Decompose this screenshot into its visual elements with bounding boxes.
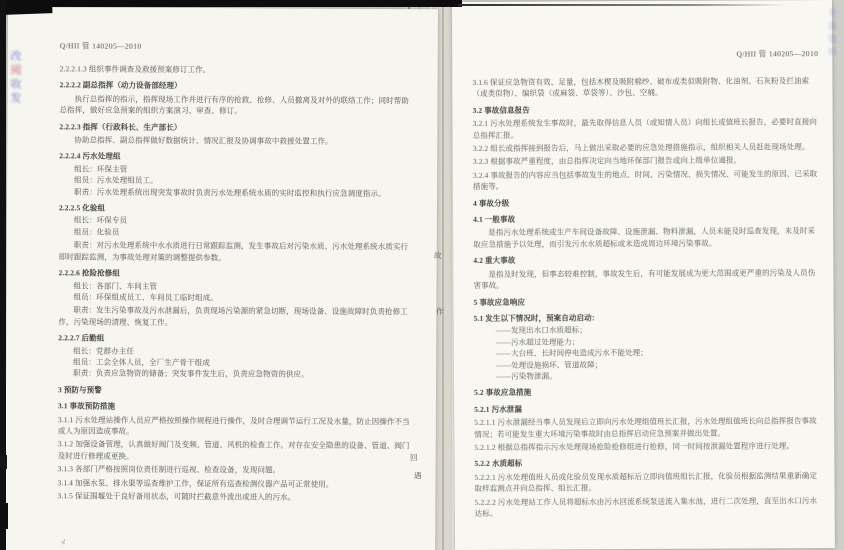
scan-edge-mark: [0, 455, 7, 469]
clause-text: 3.1.1 污水处理站操作人员应严格按照操作规程进行操作，及时合理调节运行工况及水量，防止因操作不当或人为原因造成事故。: [57, 414, 410, 436]
stamp-glyph: 阅: [9, 64, 21, 78]
clause-text: 5.2.1.1 污水泄漏经当事人员发现后立即向污水处理组值班长汇报，污水处理组值班长向总指挥报告事故情况；若可能发生重大环境污染事故时由总指挥启动应急预案并做出处置。: [474, 416, 817, 439]
clause-text: 协助总指挥、副总指挥做好数据统计、情况汇报及协调事故中救援处置工作。: [74, 135, 333, 146]
clause-text: 3.1.5 保证围堰处于良好备用状态，可随时拦截意外流出或进入的污水。: [57, 491, 296, 502]
clause-text: ——污水超过处理能力；: [495, 337, 580, 347]
clause-text: 3.2.3 根据事故严重程度，由总指挥决定向当地环保部门报告或向上级单位通报。: [472, 155, 742, 167]
clause-heading: 3.1 事故预防措施: [57, 401, 116, 411]
clause-heading: 3.2 事故信息报告: [472, 105, 530, 115]
clause-heading: 5.1 发生以下情况时，预案自动启动：: [473, 313, 600, 323]
clause-text: 职责：发生污染事故及污水泄漏后，负责现场污染源的紧急切断，现场设备、设施故障时负责抢修工作，污染现场的清理、恢复工作。: [58, 305, 408, 327]
scan-edge-top-thin: [458, 4, 788, 6]
clause-text: 5.2.2.1 污水处理值班人员或化验员发现水质超标后立即向值班组长汇报，化验员根据监测结果重新确定取样监测点并向总指挥、组长汇报。: [474, 470, 818, 494]
seam-bleed-char: 遇: [414, 471, 422, 480]
clause-text: 3.1.2 加强设备管理，认真做好阀门及变频、管道、风机的检查工作。对存在安全隐患的设备、管道、阀门及时进行修理或更换。: [57, 439, 410, 461]
seam-bleed-char: 故: [434, 251, 442, 260]
clause-text: 3.2.4 事故报告的内容应当包括事故发生的地点、时间、污染情况、损失情况、可能发生的原因、已采取措施等。: [472, 168, 818, 192]
clause-heading: 3 预防与预警: [57, 385, 102, 395]
clause-text: 组员：工会全体人员，全厂生产骨干组成: [73, 357, 210, 367]
clause-text: 职责：对污水处理系统中水水质进行日常跟踪监测，发生事故后对污染水质、污水处理系统水质实行即时跟踪监测，为事故处理对策的调整提供参数。: [58, 240, 409, 262]
page-left: [5, 7, 438, 550]
page-body-right: [472, 75, 820, 519]
clause-heading: 2.2.2.7 后勤组: [58, 333, 105, 343]
clause-text: 3.1.3 各部门严格按照岗位责任制进行巡视、检查设备，发现问题。: [57, 464, 281, 475]
clause-heading: 5.2 事故应急措施: [474, 387, 532, 398]
clause-text: 组长：环保主管: [74, 164, 128, 174]
scan-edge-corner: [0, 0, 52, 15]
page-header-left: Q/HII 管 140205—2010: [59, 41, 142, 51]
clause-text: 5.2.1.2 根据总指挥指示污水处理现场抢险抢修组进行抢修，同一时间按泄漏处置程序进行处理。: [474, 441, 795, 452]
page-number: 4: [60, 536, 67, 547]
seam-bleed-char: 回: [410, 453, 418, 462]
clause-text: 组员：环保组成员工、车间员工临时组成。: [73, 292, 218, 303]
clause-heading: 2.2.2.4 污水处理组: [59, 151, 121, 162]
clause-text: 是指及时发现，但事态较难控制，事故发生后，有可能发展成为更大范围或更严重的污染及人员伤害事故。: [473, 267, 816, 290]
clause-heading: 4.2 重大事故: [473, 255, 516, 266]
clause-text: 3.1.4 加强水泵、排水渠等巡查维护工作，保证所有巡查检测仪器产品可正常使用。: [57, 477, 334, 489]
clause-text: 组员：污水处理组员工。: [74, 175, 158, 186]
clause-text: ——大台班、长时间停电造成污水不能处理；: [495, 348, 648, 358]
clause-heading: 4.1 一般事故: [473, 214, 516, 224]
page-header-right: Q/HII 管 140205—2010: [736, 49, 819, 59]
seam-bleed-char: 作: [436, 307, 444, 316]
page-right: [452, 0, 835, 550]
clause-text: 职责：污水处理系统出现突发事故时负责污水处理系统水质的实时监控和执行应急调度指示。: [74, 187, 386, 198]
clause-heading: 5.2.2 水质超标: [474, 459, 523, 469]
clause-text: 3.1.6 保证应急物资有效、足量，包括木楔及吸附棉纱、破布或类似吸附物、化油剂、石灰粉及拦油索（或类似物）、编织袋（或麻袋、草袋等）、沙包、空桶。: [472, 76, 810, 99]
clause-text: ——污染物泄漏。: [495, 371, 557, 381]
clause-heading: 2.2.2.3 指挥（行政科长、生产部长）: [59, 121, 182, 132]
clause-heading: 2.2.2.5 化验组: [58, 203, 106, 213]
clause-text: 2.2.2.1.3 组织事件调查及救援预案修订工作。: [59, 64, 211, 75]
stamp-glyph: 收发: [9, 78, 21, 106]
clause-heading: 2.2.2.2 副总指挥（动力设备部经理）: [59, 80, 182, 91]
clause-text: ——发现出水口水质超标；: [495, 325, 587, 336]
page-edge-line: [442, 0, 444, 550]
page-body-left: [57, 63, 415, 503]
clause-text: 组长：党群办主任: [73, 345, 135, 356]
clause-text: 组长：各部门、车间主管: [73, 280, 158, 291]
clause-text: 组员：化验员: [73, 227, 120, 237]
left-margin-stamp: [7, 50, 23, 106]
clause-text: ——处理设施损坏、管道故障；: [495, 359, 603, 370]
clause-heading: 2.2.2.6 抢险抢修组: [58, 268, 120, 278]
clause-text: 执行总指挥的指示，指挥现场工作并进行有序的抢救、抢修、人员撤离及对外的联络工作；同时帮助总指挥，做好应急预案的组织方案演习、审查、修订。: [59, 94, 409, 116]
right-margin-stamp: 专连资培: [827, 8, 837, 60]
clause-text: 职责：负责应急物资的储备；突发事件发生后，负责应急物资的供应。: [73, 368, 309, 379]
clause-heading: 4 事故分级: [473, 198, 510, 208]
clause-text: 3.2.2 组长或指挥接到报告后，马上做出采取必要的应急处理措施指示，组织相关人员赶赴现场处理。: [472, 142, 810, 153]
clause-text: 是指污水处理系统或生产车间设备故障、设施泄漏、物料泄漏，人员未能及时巡查发现，未及时采取应急措施予以处理，而引发污水水质超标或未造成周边环境污染事故。: [473, 226, 816, 249]
clause-text: 组长：环保专员: [73, 215, 128, 226]
clause-heading: 5 事故应急响应: [473, 297, 526, 307]
scan-edge-top: [0, 0, 462, 7]
clause-heading: 5.2.1 污水泄漏: [474, 404, 523, 414]
stamp-glyph: 改: [9, 50, 21, 64]
clause-text: 3.2.1 污水处理系统发生事故时，最先取得信息人员（或知情人员）向组长或值班长报告，必要时直接向总指挥汇报。: [472, 117, 817, 140]
clause-text: 5.2.2.2 污水处理站工作人员将超标水由污水回流系统泵送流入集水池，进行二次处理，直至出水口污水达标。: [474, 495, 818, 518]
scan-edge-mark: [0, 503, 8, 529]
